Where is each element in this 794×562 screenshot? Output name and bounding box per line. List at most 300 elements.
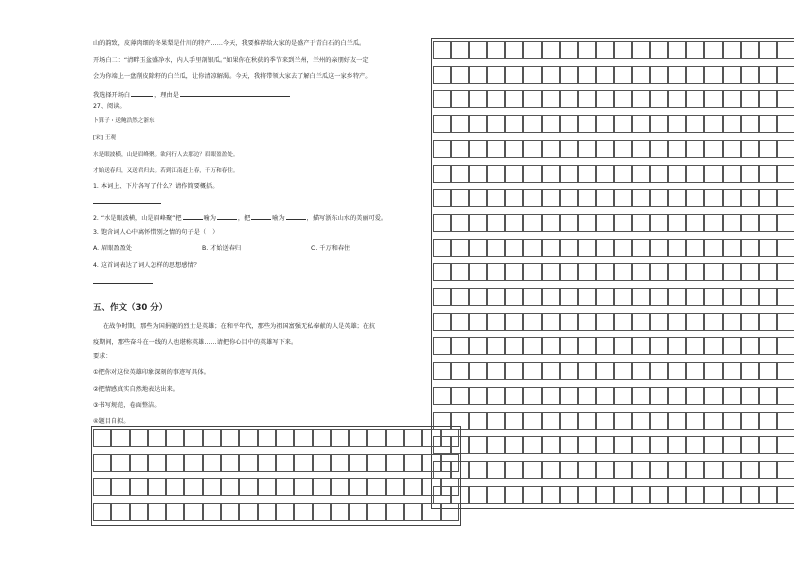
grid-cell[interactable] [632,313,650,331]
grid-cell[interactable] [614,362,632,380]
grid-cell[interactable] [704,486,722,504]
grid-cell[interactable] [441,503,459,521]
grid-cell[interactable] [686,412,704,430]
grid-cell[interactable] [487,189,505,207]
grid-cell[interactable] [578,41,596,59]
grid-cell[interactable] [433,214,451,232]
grid-cell[interactable] [614,115,632,133]
grid-cell[interactable] [148,429,166,447]
grid-cell[interactable] [650,362,668,380]
grid-cell[interactable] [542,115,560,133]
grid-cell[interactable] [686,288,704,306]
grid-cell[interactable] [487,486,505,504]
grid-cell[interactable] [686,436,704,454]
grid-cell[interactable] [367,429,385,447]
grid-cell[interactable] [723,461,741,479]
grid-cell[interactable] [614,288,632,306]
grid-cell[interactable] [650,486,668,504]
grid-cell[interactable] [505,140,523,158]
grid-cell[interactable] [632,239,650,257]
grid-cell[interactable] [686,165,704,183]
grid-cell[interactable] [523,140,541,158]
grid-cell[interactable] [349,478,367,496]
grid-cell[interactable] [166,478,184,496]
grid-cell[interactable] [505,165,523,183]
grid-cell[interactable] [542,337,560,355]
grid-cell[interactable] [723,436,741,454]
grid-cell[interactable] [560,436,578,454]
grid-cell[interactable] [578,436,596,454]
grid-cell[interactable] [759,41,777,59]
grid-cell[interactable] [723,140,741,158]
grid-cell[interactable] [759,387,777,405]
grid-cell[interactable] [487,337,505,355]
grid-cell[interactable] [560,362,578,380]
grid-cell[interactable] [422,503,440,521]
grid-cell[interactable] [578,239,596,257]
essay-grid-bottom[interactable] [93,429,459,527]
grid-cell[interactable] [221,478,239,496]
grid-cell[interactable] [505,214,523,232]
grid-cell[interactable] [741,486,759,504]
grid-cell[interactable] [759,288,777,306]
grid-cell[interactable] [386,429,404,447]
grid-cell[interactable] [258,454,276,472]
grid-cell[interactable] [614,461,632,479]
grid-cell[interactable] [704,214,722,232]
grid-cell[interactable] [469,461,487,479]
grid-cell[interactable] [433,313,451,331]
grid-cell[interactable] [668,189,686,207]
grid-cell[interactable] [614,436,632,454]
grid-cell[interactable] [433,189,451,207]
grid-cell[interactable] [759,412,777,430]
grid-cell[interactable] [469,90,487,108]
grid-cell[interactable] [686,214,704,232]
grid-cell[interactable] [777,412,794,430]
grid-cell[interactable] [560,239,578,257]
grid-cell[interactable] [505,387,523,405]
grid-cell[interactable] [523,387,541,405]
grid-cell[interactable] [451,90,469,108]
grid-cell[interactable] [668,387,686,405]
grid-cell[interactable] [704,41,722,59]
grid-cell[interactable] [239,454,257,472]
grid-cell[interactable] [578,313,596,331]
grid-cell[interactable] [451,239,469,257]
grid-cell[interactable] [542,239,560,257]
grid-cell[interactable] [469,140,487,158]
grid-cell[interactable] [759,214,777,232]
grid-cell[interactable] [777,41,794,59]
grid-cell[interactable] [668,165,686,183]
grid-cell[interactable] [723,239,741,257]
grid-cell[interactable] [276,478,294,496]
grid-cell[interactable] [469,66,487,84]
grid-cell[interactable] [741,66,759,84]
grid-cell[interactable] [487,115,505,133]
grid-cell[interactable] [777,461,794,479]
grid-cell[interactable] [632,461,650,479]
grid-cell[interactable] [632,189,650,207]
grid-cell[interactable] [487,436,505,454]
grid-cell[interactable] [741,189,759,207]
grid-cell[interactable] [650,239,668,257]
grid-cell[interactable] [578,362,596,380]
grid-cell[interactable] [505,41,523,59]
grid-cell[interactable] [668,436,686,454]
grid-cell[interactable] [723,387,741,405]
grid-cell[interactable] [487,288,505,306]
grid-cell[interactable] [668,239,686,257]
grid-cell[interactable] [441,478,459,496]
grid-cell[interactable] [487,90,505,108]
grid-cell[interactable] [313,503,331,521]
grid-cell[interactable] [433,362,451,380]
grid-cell[interactable] [596,115,614,133]
grid-cell[interactable] [596,362,614,380]
grid-cell[interactable] [469,288,487,306]
grid-cell[interactable] [469,263,487,281]
grid-cell[interactable] [184,503,202,521]
grid-cell[interactable] [777,288,794,306]
grid-cell[interactable] [614,189,632,207]
grid-cell[interactable] [487,263,505,281]
grid-cell[interactable] [704,288,722,306]
choice-blank[interactable] [131,90,153,97]
grid-cell[interactable] [487,66,505,84]
grid-cell[interactable] [759,165,777,183]
grid-cell[interactable] [741,436,759,454]
grid-cell[interactable] [560,486,578,504]
grid-cell[interactable] [578,263,596,281]
grid-cell[interactable] [111,454,129,472]
grid-cell[interactable] [542,140,560,158]
grid-cell[interactable] [276,429,294,447]
grid-cell[interactable] [650,461,668,479]
grid-cell[interactable] [632,90,650,108]
grid-cell[interactable] [560,115,578,133]
grid-cell[interactable] [433,90,451,108]
grid-cell[interactable] [632,412,650,430]
grid-cell[interactable] [451,214,469,232]
grid-cell[interactable] [650,263,668,281]
grid-cell[interactable] [650,436,668,454]
grid-cell[interactable] [239,429,257,447]
grid-cell[interactable] [686,140,704,158]
grid-cell[interactable] [349,503,367,521]
grid-cell[interactable] [523,486,541,504]
grid-cell[interactable] [451,387,469,405]
grid-cell[interactable] [686,337,704,355]
grid-cell[interactable] [184,429,202,447]
grid-cell[interactable] [777,313,794,331]
grid-cell[interactable] [650,189,668,207]
grid-cell[interactable] [560,313,578,331]
grid-cell[interactable] [596,288,614,306]
grid-cell[interactable] [258,478,276,496]
grid-cell[interactable] [578,90,596,108]
grid-cell[interactable] [686,313,704,331]
grid-cell[interactable] [93,478,111,496]
grid-cell[interactable] [487,214,505,232]
sub2-blank-2[interactable] [217,213,237,220]
grid-cell[interactable] [130,429,148,447]
grid-cell[interactable] [777,337,794,355]
grid-cell[interactable] [404,478,422,496]
grid-cell[interactable] [505,189,523,207]
grid-cell[interactable] [433,140,451,158]
grid-cell[interactable] [596,214,614,232]
grid-cell[interactable] [523,66,541,84]
grid-cell[interactable] [741,263,759,281]
grid-cell[interactable] [668,412,686,430]
grid-cell[interactable] [560,66,578,84]
option-b[interactable]: B. 才始送春归 [202,245,242,252]
grid-cell[interactable] [704,436,722,454]
grid-cell[interactable] [487,165,505,183]
grid-cell[interactable] [578,66,596,84]
grid-cell[interactable] [367,503,385,521]
grid-cell[interactable] [331,429,349,447]
grid-cell[interactable] [668,461,686,479]
grid-cell[interactable] [614,313,632,331]
grid-cell[interactable] [704,189,722,207]
grid-cell[interactable] [451,189,469,207]
grid-cell[interactable] [111,503,129,521]
grid-cell[interactable] [542,412,560,430]
grid-cell[interactable] [469,387,487,405]
grid-cell[interactable] [632,140,650,158]
grid-cell[interactable] [542,214,560,232]
grid-cell[interactable] [632,436,650,454]
grid-cell[interactable] [632,362,650,380]
grid-cell[interactable] [632,214,650,232]
grid-cell[interactable] [542,165,560,183]
grid-cell[interactable] [560,214,578,232]
grid-cell[interactable] [741,239,759,257]
grid-cell[interactable] [632,288,650,306]
grid-cell[interactable] [523,189,541,207]
grid-cell[interactable] [203,454,221,472]
grid-cell[interactable] [632,263,650,281]
grid-cell[interactable] [203,503,221,521]
grid-cell[interactable] [560,461,578,479]
grid-cell[interactable] [130,454,148,472]
grid-cell[interactable] [469,362,487,380]
grid-cell[interactable] [451,165,469,183]
grid-cell[interactable] [668,288,686,306]
grid-cell[interactable] [704,90,722,108]
grid-cell[interactable] [239,478,257,496]
grid-cell[interactable] [723,412,741,430]
grid-cell[interactable] [723,41,741,59]
grid-cell[interactable] [668,486,686,504]
grid-cell[interactable] [433,115,451,133]
grid-cell[interactable] [523,41,541,59]
grid-cell[interactable] [686,90,704,108]
grid-cell[interactable] [723,66,741,84]
grid-cell[interactable] [614,263,632,281]
grid-cell[interactable] [523,288,541,306]
grid-cell[interactable] [451,362,469,380]
grid-cell[interactable] [578,337,596,355]
grid-cell[interactable] [578,288,596,306]
grid-cell[interactable] [469,313,487,331]
grid-cell[interactable] [523,115,541,133]
grid-cell[interactable] [704,239,722,257]
grid-cell[interactable] [686,189,704,207]
grid-cell[interactable] [560,387,578,405]
grid-cell[interactable] [433,288,451,306]
grid-cell[interactable] [596,486,614,504]
grid-cell[interactable] [723,486,741,504]
grid-cell[interactable] [451,41,469,59]
grid-cell[interactable] [741,288,759,306]
grid-cell[interactable] [469,436,487,454]
grid-cell[interactable] [166,429,184,447]
grid-cell[interactable] [93,429,111,447]
grid-cell[interactable] [294,454,312,472]
grid-cell[interactable] [632,165,650,183]
grid-cell[interactable] [148,503,166,521]
grid-cell[interactable] [777,90,794,108]
grid-cell[interactable] [578,486,596,504]
grid-cell[interactable] [777,165,794,183]
grid-cell[interactable] [578,140,596,158]
grid-cell[interactable] [469,189,487,207]
grid-cell[interactable] [650,337,668,355]
grid-cell[interactable] [596,239,614,257]
grid-cell[interactable] [668,115,686,133]
grid-cell[interactable] [777,140,794,158]
grid-cell[interactable] [777,115,794,133]
grid-cell[interactable] [759,189,777,207]
grid-cell[interactable] [704,387,722,405]
grid-cell[interactable] [451,313,469,331]
grid-cell[interactable] [578,412,596,430]
grid-cell[interactable] [433,66,451,84]
option-a[interactable]: A. 眉眼盈盈处 [93,245,132,252]
grid-cell[interactable] [650,165,668,183]
grid-cell[interactable] [422,478,440,496]
grid-cell[interactable] [596,90,614,108]
grid-cell[interactable] [578,387,596,405]
grid-cell[interactable] [759,115,777,133]
grid-cell[interactable] [578,214,596,232]
grid-cell[interactable] [723,263,741,281]
grid-cell[interactable] [487,412,505,430]
grid-cell[interactable] [668,362,686,380]
grid-cell[interactable] [542,486,560,504]
grid-cell[interactable] [487,313,505,331]
grid-cell[interactable] [723,189,741,207]
grid-cell[interactable] [560,90,578,108]
grid-cell[interactable] [668,90,686,108]
grid-cell[interactable] [433,239,451,257]
grid-cell[interactable] [523,214,541,232]
sub2-blank-1[interactable] [183,213,203,220]
grid-cell[interactable] [505,436,523,454]
grid-cell[interactable] [596,263,614,281]
grid-cell[interactable] [469,41,487,59]
grid-cell[interactable] [184,454,202,472]
grid-cell[interactable] [668,66,686,84]
grid-cell[interactable] [759,313,777,331]
grid-cell[interactable] [560,263,578,281]
grid-cell[interactable] [451,140,469,158]
grid-cell[interactable] [614,214,632,232]
sub2-blank-4[interactable] [286,213,306,220]
grid-cell[interactable] [451,66,469,84]
grid-cell[interactable] [741,461,759,479]
grid-cell[interactable] [433,165,451,183]
grid-cell[interactable] [777,66,794,84]
grid-cell[interactable] [777,263,794,281]
grid-cell[interactable] [723,90,741,108]
grid-cell[interactable] [523,263,541,281]
grid-cell[interactable] [542,313,560,331]
grid-cell[interactable] [523,412,541,430]
grid-cell[interactable] [487,387,505,405]
grid-cell[interactable] [704,461,722,479]
grid-cell[interactable] [650,412,668,430]
grid-cell[interactable] [542,288,560,306]
grid-cell[interactable] [668,337,686,355]
grid-cell[interactable] [723,337,741,355]
grid-cell[interactable] [686,263,704,281]
grid-cell[interactable] [542,66,560,84]
grid-cell[interactable] [596,140,614,158]
option-c[interactable]: C. 千万和春住 [311,245,351,252]
grid-cell[interactable] [487,461,505,479]
answer-line-1[interactable] [93,203,161,204]
grid-cell[interactable] [469,239,487,257]
grid-cell[interactable] [184,478,202,496]
grid-cell[interactable] [203,478,221,496]
grid-cell[interactable] [505,313,523,331]
grid-cell[interactable] [542,90,560,108]
grid-cell[interactable] [686,461,704,479]
grid-cell[interactable] [704,140,722,158]
grid-cell[interactable] [386,478,404,496]
grid-cell[interactable] [451,263,469,281]
grid-cell[interactable] [404,429,422,447]
grid-cell[interactable] [741,362,759,380]
grid-cell[interactable] [614,66,632,84]
grid-cell[interactable] [632,66,650,84]
grid-cell[interactable] [276,503,294,521]
grid-cell[interactable] [578,189,596,207]
grid-cell[interactable] [650,387,668,405]
grid-cell[interactable] [704,263,722,281]
grid-cell[interactable] [523,436,541,454]
grid-cell[interactable] [367,478,385,496]
grid-cell[interactable] [451,288,469,306]
grid-cell[interactable] [668,313,686,331]
grid-cell[interactable] [668,41,686,59]
grid-cell[interactable] [349,454,367,472]
grid-cell[interactable] [93,454,111,472]
grid-cell[interactable] [777,239,794,257]
grid-cell[interactable] [505,66,523,84]
essay-grid-right[interactable] [433,41,794,510]
grid-cell[interactable] [523,90,541,108]
grid-cell[interactable] [505,239,523,257]
grid-cell[interactable] [650,66,668,84]
grid-cell[interactable] [596,189,614,207]
grid-cell[interactable] [331,454,349,472]
